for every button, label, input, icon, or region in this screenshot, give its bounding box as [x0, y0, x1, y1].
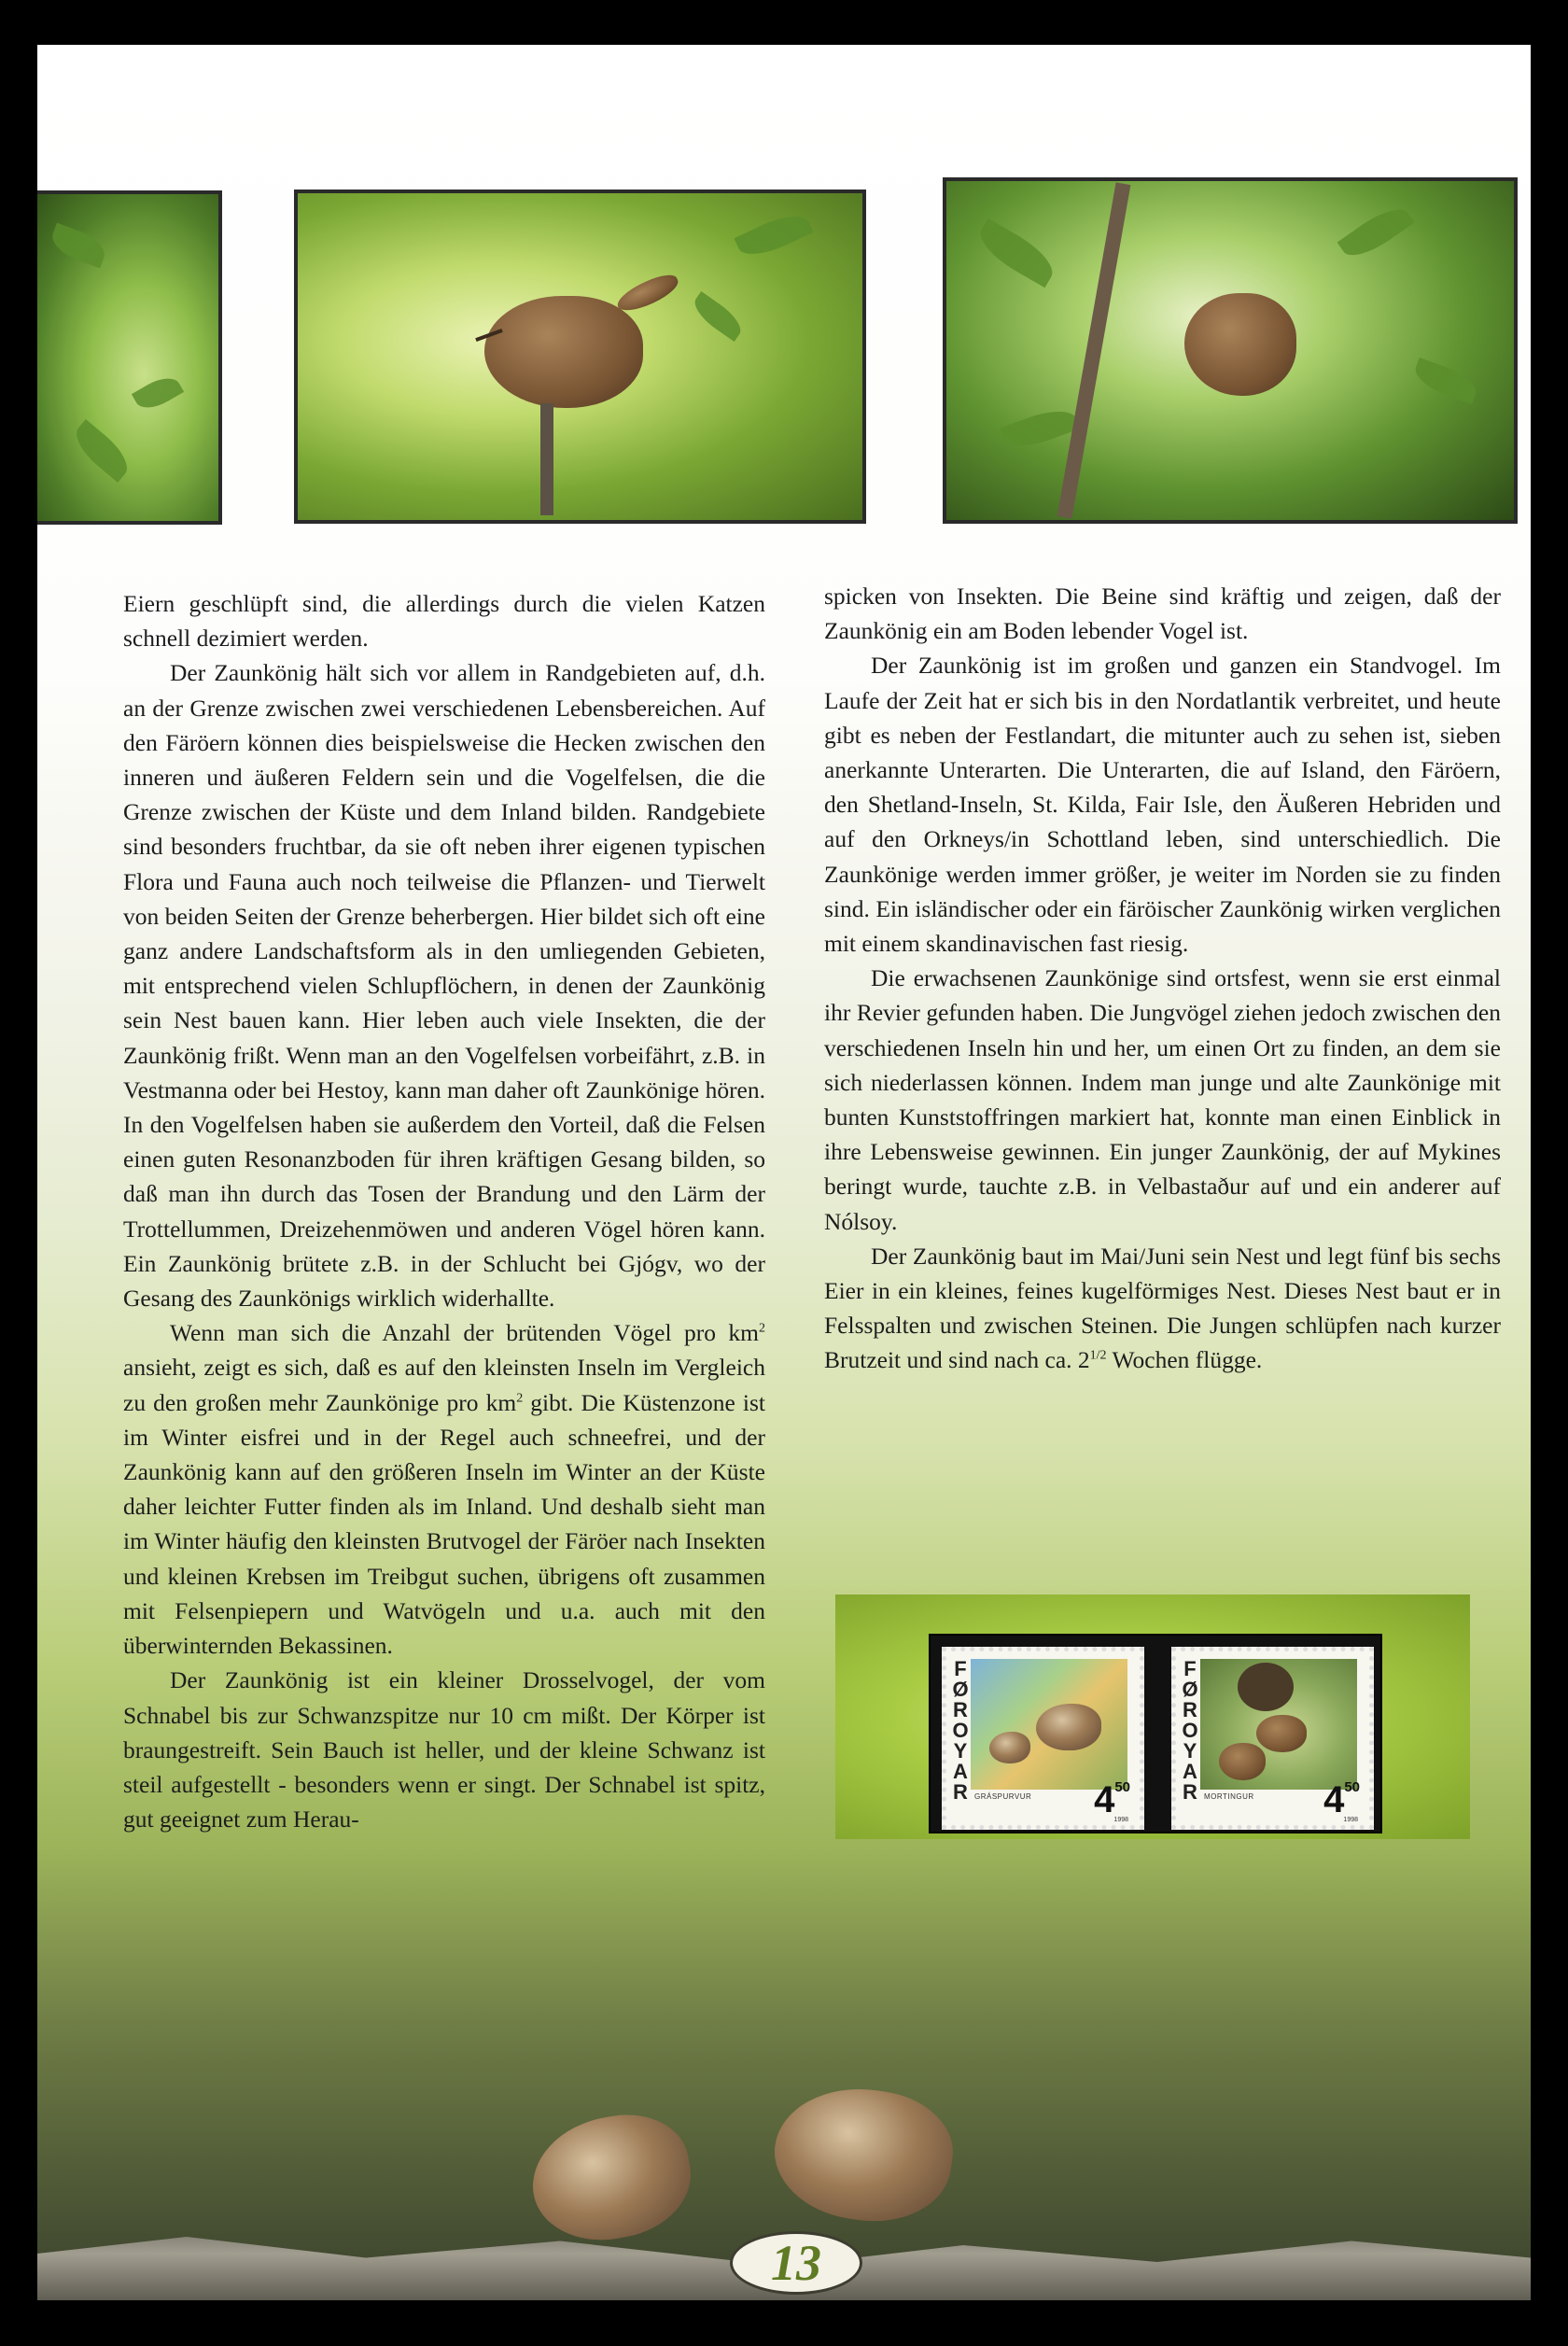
stamp-year: 1998: [1343, 1817, 1358, 1823]
stamp-panel: [835, 1594, 1470, 1839]
stamp-illustration: [971, 1659, 1127, 1790]
sparrow-right: [766, 2077, 960, 2231]
text-column-left: [123, 586, 765, 1836]
stamp-value: $4^{50}$: [1094, 1779, 1130, 1820]
stamp-wren: [1171, 1647, 1374, 1830]
photo-wren-in-branches: [943, 177, 1518, 524]
paragraph: spicken von Insekten. Die Beine sind kräftig und zeigen, daß der Zaunkönig ein am Boden lebender Vogel ist.: [824, 583, 1501, 645]
paragraph: Der Zaunkönig hält sich vor allem in Randgebieten auf, d.h. an der Grenze zwischen zwei verschiedenen Lebensbereichen. Auf den Färöern können dies beispielsweise die Hecken zwischen den inneren und äußeren Feldern sein und die Vogelfelsen, die die Grenze zwischen der Küste und dem Inland bilden. Randgebiete sind besonders fruchtbar, da sie oft neben ihrer eigenen typischen Flora und Fauna auch noch teilweise die Pflanzen- und Tierwelt von beiden Seiten der Grenze beherbergen. Hier bildet sich oft eine ganz andere Landschaftsform als in den umliegenden Gebieten, mit entsprechend vielen Schlupflöchern, in denen der Zaunkönig sein Nest bauen kann. Hier leben auch viele Insekten, die der Zaunkönig frißt. Wenn man an den Vogelfelsen vorbeifährt, z.B. in Vestmanna oder bei Hestoy, kann man daher oft Zaunkönige hören. In den Vogelfelsen haben sie außerdem den Vorteil, daß die Felsen einen guten Resonanzboden für ihren kräftigen Gesang bilden, so daß man ihn durch das Tosen der Brandung und den Lärm der Trottellummen, Dreizehenmöwen und anderen Vögel hören kann. Ein Zaunkönig brütete z.B. in der Schlucht bei Gjógv, wo der Gesang des Zaunkönigs wirklich widerhallte.: [123, 659, 765, 1313]
stamp-bird-name: GRÁSPURVUR: [974, 1792, 1032, 1801]
paragraph: Der Zaunkönig baut im Mai/Juni sein Nest und legt fünf bis sechs Eier in ein kleines, feines kugelförmiges Nest. Dieses Nest baut er in Felsspalten und zwischen Steinen. Die Jungen schlüpfen nach kurzer Brutzeit und sind nach ca. $2^{1/2}$ Wochen flügge.: [824, 1242, 1501, 1374]
stamp-illustration: [1200, 1659, 1357, 1790]
stamp-value: $4^{50}$: [1323, 1779, 1360, 1820]
stamp-year: 1998: [1113, 1817, 1128, 1823]
wren-bird: [1184, 293, 1296, 396]
page-number: 13: [730, 2231, 862, 2295]
sparrow-left: [523, 2104, 700, 2252]
paragraph: Wenn man sich die Anzahl der brütenden Vögel pro $km^2$ ansieht, zeigt es sich, daß es auf den kleinsten Inseln im Vergleich zu den großen mehr Zaunkönige pro $km^2$ gibt. Die Küstenzone ist im Winter eisfrei und in der Regel auch schneefrei, und der Zaunkönig kann auf den größeren Inseln im Winter an der Küste daher leichter Futter finden als im Inland. Und deshalb sieht man im Winter häufig den kleinsten Brutvogel der Färöer nach Insekten und kleinen Krebsen im Treibgut suchen, übrigens oft zusammen mit Felsenpiepern und Watvögeln und u.a. auch mit den überwinternden Bekassinen.: [123, 1319, 765, 1660]
paragraph: Die erwachsenen Zaunkönige sind ortsfest, wenn sie erst einmal ihr Revier gefunden haben. Die Jungvögel ziehen jedoch zwischen den verschiedenen Inseln hin und her, um einen Ort zu finden, an dem sie sich niederlassen können. Indem man junge und alte Zaunkönige mit bunten Kunststoffringen markiert hat, konnte man einen Einblick in ihre Lebensweise gewinnen. Ein junger Zaunkönig, der auf Mykines beringt wurde, tauchte z.B. in Velbastaður auf und ein anderer auf Nólsoy.: [824, 964, 1501, 1235]
wren-bird: [484, 296, 643, 408]
stamp-country: F Ø R O Y A R: [1182, 1657, 1198, 1804]
paragraph: Der Zaunkönig ist ein kleiner Drosselvogel, der vom Schnabel bis zur Schwanzspitze nur 10 cm mißt. Der Körper ist braungestreift. Sein Bauch ist heller, und der kleine Schwanz ist steil aufgestellt - besonders wenn er singt. Der Schnabel ist spitz, gut geeignet zum Herau-: [123, 1666, 765, 1833]
paragraph: Eiern geschlüpft sind, die allerdings durch die vielen Katzen schnell dezimiert werden.: [123, 590, 765, 653]
photo-wren-partial: [37, 190, 222, 525]
text-column-right: [824, 579, 1501, 1378]
stamp-country: F Ø R O Y A R: [952, 1657, 969, 1804]
stamp-mount: [929, 1634, 1382, 1833]
paragraph: Der Zaunkönig ist im großen und ganzen ein Standvogel. Im Laufe der Zeit hat er sich bis in den Nordatlantik verbreitet, und heute gibt es neben der Festlandart, die mitunter auch zu sehen ist, sieben anerkannte Unterarten. Die Unterarten, die auf Island, den Färöern, den Shetland-Inseln, St. Kilda, Fair Isle, den Äußeren Hebriden und auf den Orkneys/in Schottland leben, sind unterschiedlich. Die Zaunkönige werden immer größer, je weiter im Norden sie zu finden sind. Ein isländischer oder ein färöischer Zaunkönig wirken verglichen mit einem skandinavischen fast riesig.: [824, 652, 1501, 958]
stamp-sparrow: [942, 1647, 1144, 1830]
photo-wren-perched: [294, 190, 866, 524]
album-page: [37, 45, 1531, 2300]
stamp-bird-name: MORTINGUR: [1204, 1792, 1254, 1801]
